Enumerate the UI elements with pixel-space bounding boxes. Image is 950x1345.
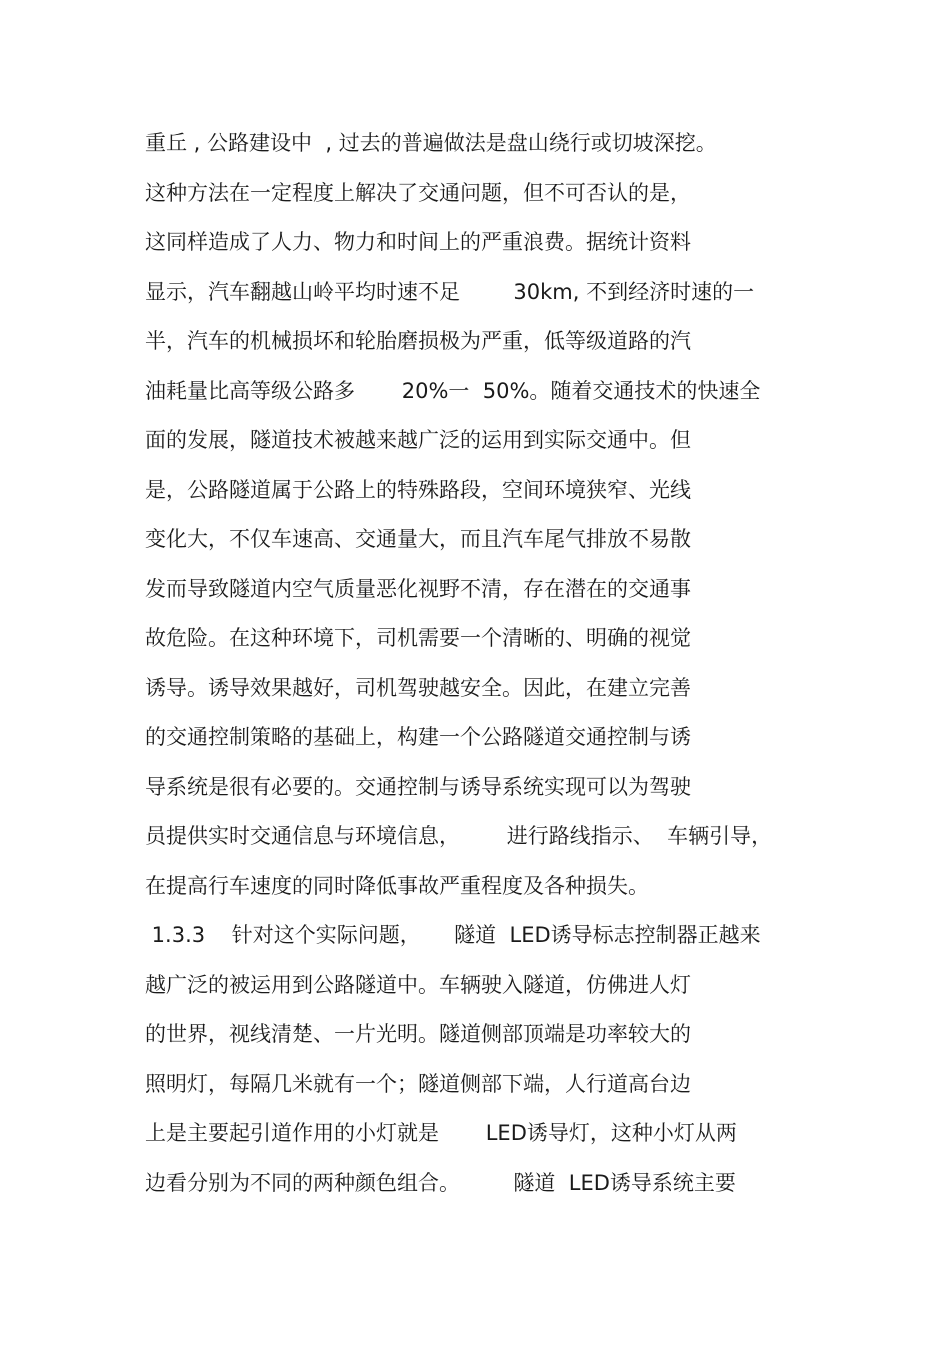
text-line: 照明灯，每隔几米就有一个；隧道侧部下端，人行道高台边 [145,1071,691,1096]
text-line: 边看分别为不同的两种颜色组合。 隧道 LED诱导系统主要 [145,1170,736,1195]
text-line: 的交通控制策略的基础上，构建一个公路隧道交通控制与诱 [145,725,691,749]
text-line: 故危险。在这种环境下，司机需要一个清晰的、明确的视觉 [145,626,691,650]
text-line: 导系统是很有必要的。交通控制与诱导系统实现可以为驾驶 [145,774,691,799]
text-line: 面的发展，隧道技术被越来越广泛的运用到实际交通中。但 [145,428,691,452]
text-line: 是，公路隧道属于公路上的特殊路段，空间环境狭窄、光线 [145,477,691,502]
text-line: 员提供实时交通信息与环境信息， 进行路线指示、 车辆引导， [145,824,773,848]
text-line: 诱导。诱导效果越好，司机驾驶越安全。因此，在建立完善 [145,675,691,700]
body-text [145,124,825,1213]
text-line: 在提高行车速度的同时降低事故严重程度及各种损失。 [145,873,649,898]
text-line: 这种方法在一定程度上解决了交通问题，但不可否认的是， [145,180,691,205]
text-line: 这同样造成了人力、物力和时间上的严重浪费。据统计资料 [145,230,691,254]
text-line: 的世界，视线清楚、一片光明。隧道侧部顶端是功率较大的 [145,1022,691,1046]
text-line: 重丘 , 公路建设中 , 过去的普遍做法是盘山绕行或切坡深挖。 [145,131,717,155]
text-line: 显示，汽车翻越山岭平均时速不足 30km, 不到经济时速的一 [145,279,755,304]
text-line: 变化大，不仅车速高、交通量大，而且汽车尾气排放不易散 [145,527,691,551]
section-number-line: 1.3.3 针对这个实际问题， 隧道 LED诱导标志控制器正越来 [145,923,761,947]
text-line: 油耗量比高等级公路多 20%一 50%。随着交通技术的快速全 [145,378,761,403]
text-line: 越广泛的被运用到公路隧道中。车辆驶入隧道，仿佛进人灯 [145,972,691,997]
text-line: 半，汽车的机械损坏和轮胎磨损极为严重，低等级道路的汽 [145,329,691,353]
text-line: 上是主要起引道作用的小灯就是 LED诱导灯，这种小灯从两 [145,1121,737,1145]
text-line: 发而导致隧道内空气质量恶化视野不清，存在潜在的交通事 [145,576,691,601]
